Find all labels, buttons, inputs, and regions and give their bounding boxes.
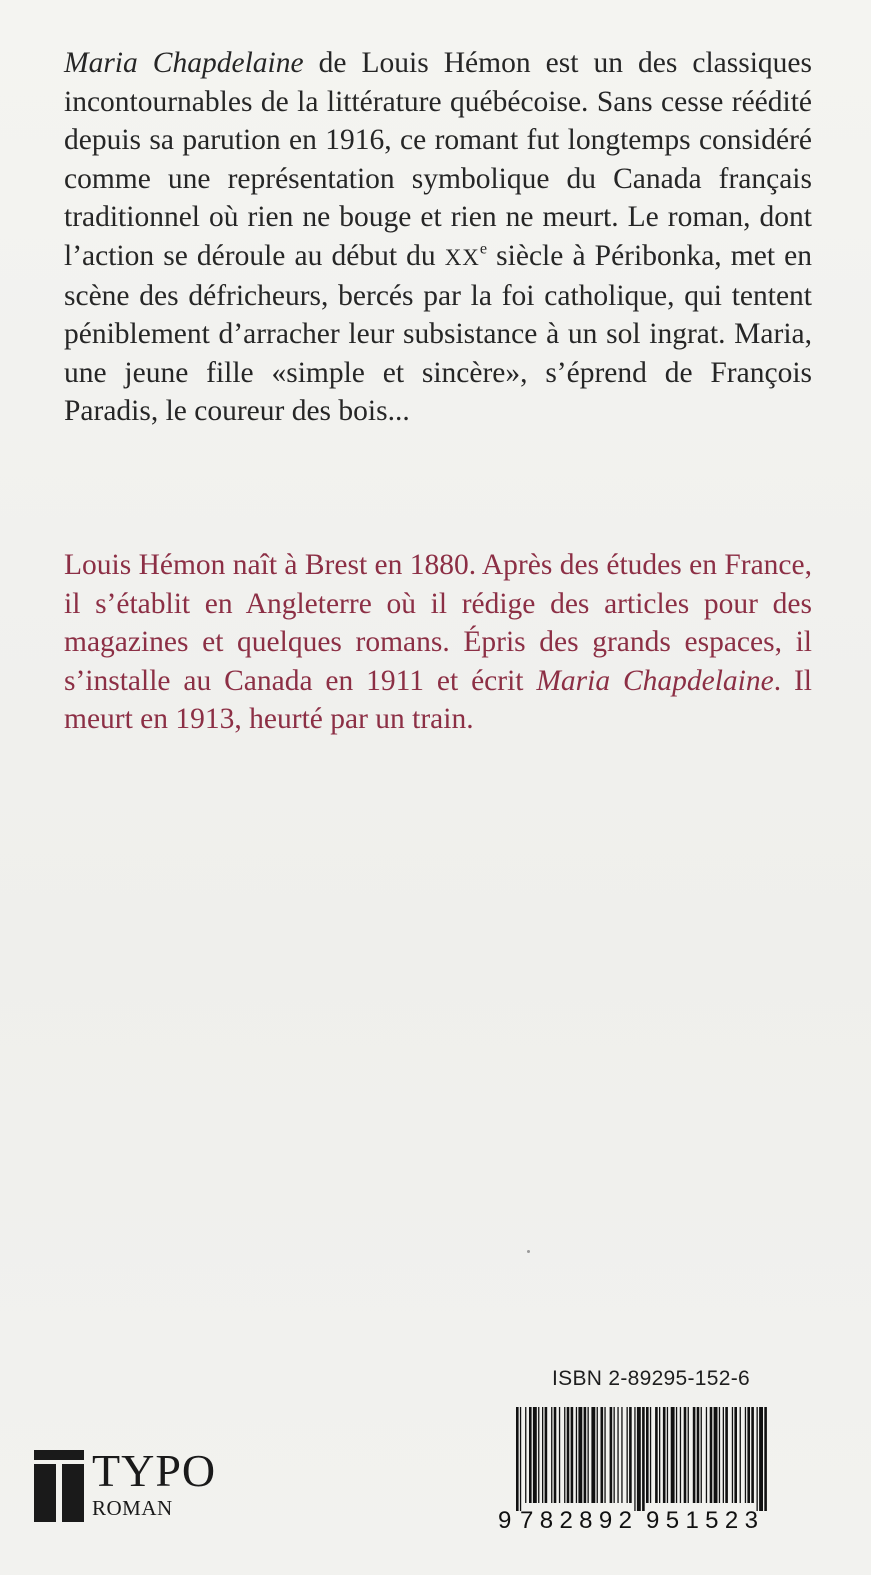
blurb-book-title: Maria Chapdelaine — [64, 47, 304, 79]
isbn-label: ISBN 2-89295-152-6 — [552, 1367, 751, 1390]
barcode-bar — [588, 1407, 589, 1503]
barcode-bar — [559, 1407, 560, 1503]
barcode-bar — [571, 1407, 574, 1503]
typo-logo-icon — [34, 1450, 84, 1522]
barcode-bar — [601, 1407, 604, 1503]
barcode-bar — [757, 1407, 758, 1511]
barcode-bar — [617, 1407, 618, 1503]
barcode-bar — [642, 1407, 645, 1511]
barcode-bar — [676, 1407, 677, 1503]
barcode-bar — [667, 1407, 668, 1503]
barcode-bar — [764, 1407, 767, 1511]
barcode-bar — [576, 1407, 577, 1503]
barcode-bar — [545, 1407, 548, 1503]
barcode-bar — [614, 1407, 615, 1503]
barcode-digit-first: 9 — [498, 1507, 512, 1531]
blurb-century: XX — [444, 243, 480, 270]
barcode-bar — [671, 1407, 675, 1503]
barcode-bar — [516, 1407, 519, 1511]
blurb-text-part2: siècle à Péribonka, met en scène des défricheurs, bercés par la foi catholique, qui tentent péniblement d’arracher leur subsistance à un sol ingrat. Maria, une jeune fille «simple et sincère», s’éprend de François Paradis, le coureur des bois... — [64, 239, 812, 428]
barcode-bar — [688, 1407, 689, 1503]
barcode-bar — [621, 1407, 622, 1503]
barcode — [498, 1407, 788, 1531]
barcode-bar — [697, 1407, 700, 1503]
barcode-bar — [719, 1407, 720, 1503]
book-blurb — [64, 44, 812, 431]
barcode-bar — [714, 1407, 718, 1503]
barcode-bar — [591, 1407, 595, 1503]
barcode-bar — [725, 1407, 728, 1503]
barcode-bar — [710, 1407, 713, 1503]
barcode-bar — [627, 1407, 628, 1503]
barcode-bar — [655, 1407, 658, 1503]
barcode-bar — [759, 1407, 763, 1511]
barcode-bar — [629, 1407, 632, 1503]
barcode-bar — [542, 1407, 543, 1503]
barcode-bar — [663, 1407, 666, 1503]
barcode-digits-right: 951523 — [646, 1507, 758, 1531]
publisher-logo — [34, 1445, 254, 1525]
barcode-bar — [564, 1407, 565, 1503]
barcode-bar — [693, 1407, 696, 1503]
barcode-bar — [604, 1407, 605, 1503]
publisher-name: TYPO — [92, 1445, 217, 1496]
barcode-bar — [734, 1407, 737, 1503]
barcode-bar — [701, 1407, 702, 1503]
barcode-bar — [520, 1407, 521, 1511]
barcode-bar — [634, 1407, 635, 1511]
barcode-bar — [680, 1407, 681, 1503]
blurb-century-sup: e — [479, 239, 488, 258]
barcode-bar — [646, 1407, 649, 1503]
barcode-bar — [650, 1407, 651, 1503]
barcode-bar — [533, 1407, 537, 1503]
blurb-text-part1: de Louis Hémon est un des classiques incontournables de la littérature québécoise. Sans cesse réédité depuis sa parution en 1916, ce romant fut longtemps considéré comme une représentation symbolique du Canada français traditionnel où rien ne bouge et rien ne meurt. Le roman, dont l’action se déroule au début du — [64, 47, 812, 272]
barcode-bar — [597, 1407, 598, 1503]
barcode-bar — [529, 1407, 532, 1503]
barcode-bar — [723, 1407, 724, 1503]
bio-book-title: Maria Chapdelaine — [536, 664, 774, 697]
barcode-bar — [538, 1407, 539, 1503]
bio-text-part2: . Il meurt en 1913, heurté par un train. — [64, 664, 812, 736]
barcode-bar — [578, 1407, 582, 1503]
barcode-bar — [751, 1407, 754, 1503]
publisher-collection: ROMAN — [92, 1496, 173, 1520]
barcode-bar — [659, 1407, 660, 1503]
barcode-bar — [567, 1407, 570, 1503]
barcode-bar — [732, 1407, 733, 1503]
barcode-bar — [554, 1407, 557, 1503]
barcode-bar — [745, 1407, 746, 1503]
barcode-bar — [706, 1407, 707, 1503]
author-bio — [64, 546, 812, 739]
barcode-digits-left: 782892 — [520, 1507, 632, 1531]
speck-mark — [527, 1250, 530, 1253]
barcode-bar — [684, 1407, 687, 1503]
barcode-bar — [740, 1407, 741, 1503]
barcode-bar — [525, 1407, 526, 1503]
barcode-bar — [551, 1407, 552, 1503]
bio-text-part1: Louis Hémon naît à Brest en 1880. Après des études en France, il s’établit en Angleterre où il rédige des articles pour des magazines et quelques romans. Épris des grands espaces, il s’installe au Canada en 1911 et écrit — [64, 549, 812, 697]
barcode-bar — [610, 1407, 613, 1503]
barcode-bar — [584, 1407, 587, 1503]
barcode-bar — [747, 1407, 750, 1503]
barcode-bar — [637, 1407, 641, 1511]
